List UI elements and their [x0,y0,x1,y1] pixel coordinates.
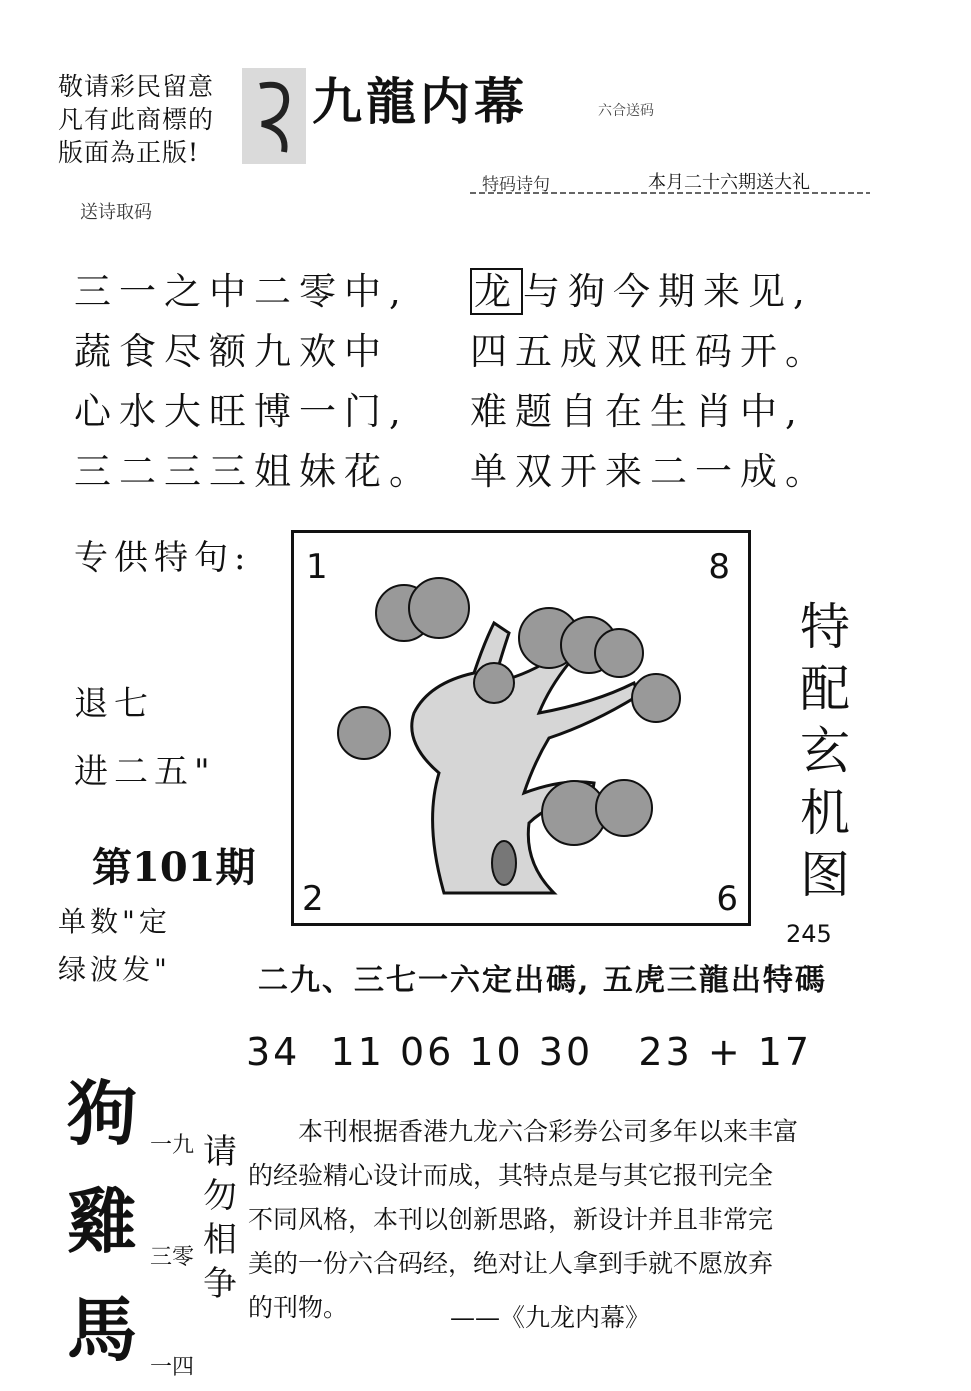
poem-line-rest: 与狗今期来见, [523,270,813,313]
numbers-line: 34 11 06 10 30 23 + 17 [246,1030,813,1074]
corner-number: 8 [708,547,730,587]
notice-line: 版面為正版! [58,138,200,167]
zodiac-big [62,1060,142,1384]
masthead-title: 九龍内幕 [312,72,528,131]
special-section-label: 专供特句: [74,538,252,578]
retreat-hint: 退七 [74,684,154,724]
corner-number: 1 [306,547,328,587]
notice-subline: 送诗取码 [80,202,152,223]
side-title-char: 特 [800,598,850,656]
green-hint: 绿波发" [58,953,171,986]
description-line: 的刊物。 [248,1293,349,1322]
poem-line: 心水大旺博一门, [74,390,409,433]
side-title-char: 机 [800,784,850,842]
header-divider [470,190,870,196]
signature: ——《九龙内幕》 [450,1303,651,1332]
zodiac-tag: 一九 [150,1133,195,1158]
advance-hint: 进二五" [74,752,216,792]
vertical-char: 相 [203,1220,237,1260]
vertical-char: 争 [203,1264,237,1304]
vertical-char: 请 [203,1132,237,1172]
masthead-subtitle: 六合送码 [598,103,654,119]
zodiac-tag: 一四 [150,1355,195,1380]
side-title-char: 玄 [800,722,850,780]
side-title-char: 配 [800,660,850,718]
notice-line: 凡有此商標的 [58,105,215,134]
trademark-logo-icon [240,66,308,166]
vertical-char: 勿 [203,1176,237,1216]
poem-line: 三二三三姐妹花。 [74,450,434,493]
figure-side-numbers: 245 [786,920,832,948]
poem-line: 难题自在生肖中, [470,390,805,433]
corner-number: 6 [716,879,738,919]
description-line: 美的一份六合码经，绝对让人拿到手就不愿放弃 [248,1249,774,1278]
boxed-character: 龙 [470,268,523,315]
zodiac-char: 馬 [67,1288,137,1371]
side-title-char: 图 [800,846,850,904]
poem-right-column [470,262,830,502]
special-verse-label: 特码诗句 [482,175,550,195]
issue-number: 第101期 [92,844,256,891]
poem-line: 四五成双旺码开。 [470,330,830,373]
poem-line: 单双开来二一成。 [470,450,830,493]
zodiac-vertical-text [200,1130,240,1306]
notice-line: 敬请彩民留意 [58,72,215,101]
zodiac-char: 雞 [67,1180,137,1263]
bonsai-tree-icon [334,563,714,903]
single-hint: 单数"定 [58,905,171,938]
poem-line: 蔬食尽额九欢中 [74,330,389,373]
description-line: 的经验精心设计而成，其特点是与其它报刊完全 [248,1161,774,1190]
figure-side-title [790,596,860,906]
codes-line: 二九、三七一六定出碼, 五虎三龍出特碼 [258,963,827,998]
authenticity-notice [58,70,228,169]
corner-number: 2 [302,879,324,919]
gift-announcement: 本月二十六期送大礼 [648,172,810,193]
zodiac-tag: 三零 [150,1245,195,1270]
poem-left-column [74,262,434,502]
poem-line: 三一之中二零中, [74,270,409,313]
mystery-figure [291,530,751,926]
description-line: 本刊根据香港九龙六合彩券公司多年以来丰富 [298,1117,799,1146]
description-paragraph [248,1110,868,1330]
zodiac-char: 狗 [67,1072,137,1155]
poem-line [470,262,830,322]
description-line: 不同风格，本刊以创新思路，新设计并且非常完 [248,1205,774,1234]
